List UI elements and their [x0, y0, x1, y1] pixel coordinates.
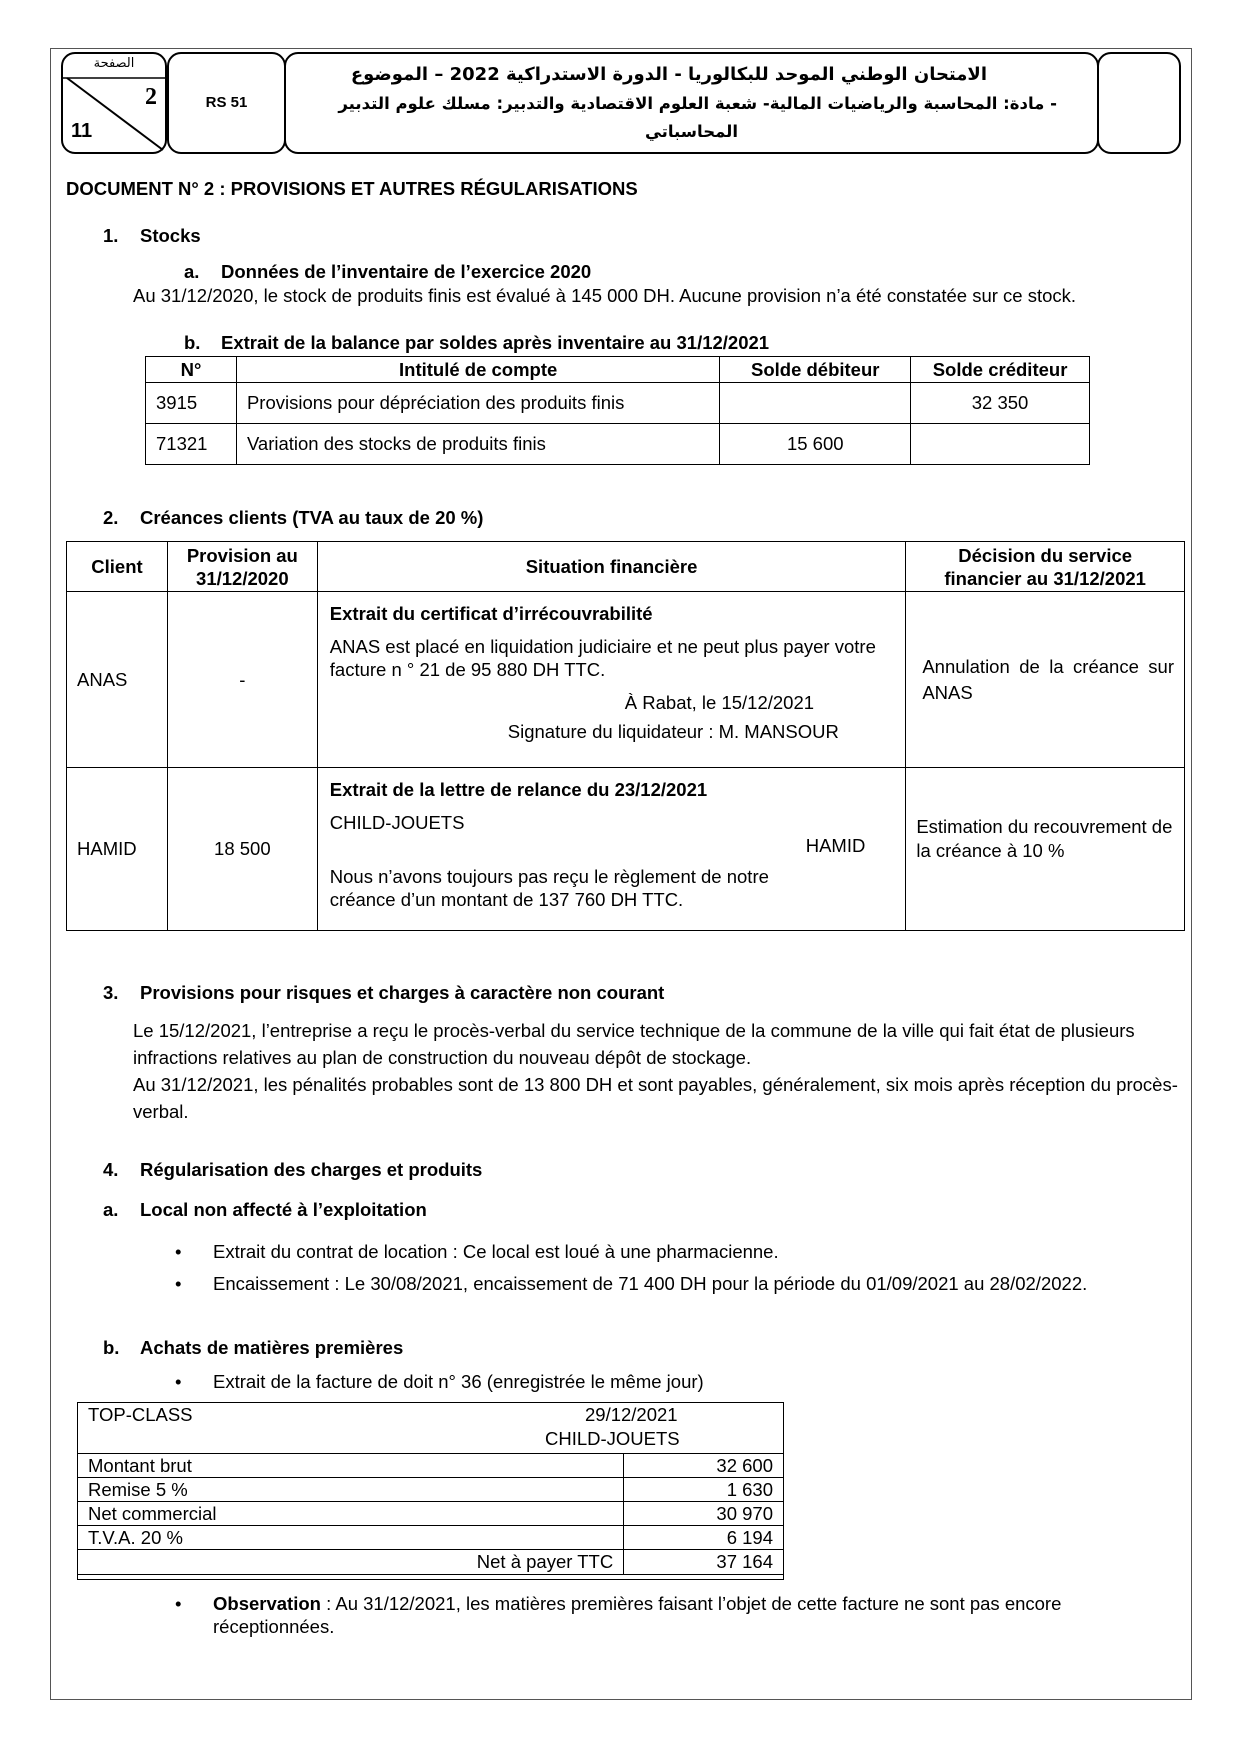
receivables-header-provision-l2: 31/12/2020 [196, 567, 289, 589]
account-label: Variation des stocks de produits finis [236, 424, 719, 465]
invoice-row-label: Montant brut [78, 1454, 624, 1478]
situation-text: Nous n’avons toujours pas reçu le règlement de notre créance d’un montant de 137 760 DH TTC. [329, 866, 769, 910]
table-row [67, 592, 1185, 768]
section-4a-title: Local non affecté à l’exploitation [140, 1199, 427, 1220]
table-row [78, 1502, 784, 1526]
account-credit [911, 424, 1090, 465]
account-number: 71321 [146, 424, 237, 465]
account-debit [720, 383, 911, 424]
table-row [67, 768, 1185, 931]
grade-box [1097, 52, 1181, 154]
page-total: 11 [71, 120, 93, 142]
receivables-header-decision-l2: financier au 31/12/2021 [944, 567, 1146, 589]
invoice-row-value: 32 600 [624, 1454, 784, 1478]
account-credit: 32 350 [911, 383, 1090, 424]
section-1b-number: b. [184, 332, 201, 353]
list-item: • Encaissement : Le 30/08/2021, encaissement de 71 400 DH pour la période du 01/09/2021 au 28/02/2022. [175, 1272, 1095, 1295]
section-3-paragraph-2: Au 31/12/2021, les pénalités probables sont de 13 800 DH et sont payables, généralement, six mois après réception du procès-verbal. [133, 1074, 1178, 1122]
invoice-date: 29/12/2021 [585, 1404, 678, 1425]
section-4a-list [175, 1240, 1095, 1295]
liquidator-signature: Signature du liquidateur : M. MANSOUR [507, 721, 839, 742]
client-provision: 18 500 [167, 768, 317, 931]
invoice [77, 1402, 784, 1580]
balance-header-credit: Solde créditeur [911, 357, 1090, 383]
receivables-header-decision-l1: Décision du service [958, 544, 1133, 566]
invoice-buyer: CHILD-JOUETS [545, 1428, 680, 1449]
invoice-table [77, 1453, 784, 1575]
section-4a-number: a. [103, 1199, 119, 1220]
table-row [78, 1526, 784, 1550]
exam-title-line3: المحاسباتي [644, 122, 739, 141]
code-box [167, 52, 286, 154]
table-row [146, 424, 1090, 465]
client-situation [317, 592, 906, 768]
list-item: • Extrait du contrat de location : Ce local est loué à une pharmacienne. [175, 1240, 1095, 1263]
invoice-total-value: 37 164 [624, 1550, 784, 1575]
section-4-title: Régularisation des charges et produits [140, 1159, 483, 1180]
table-row [78, 1478, 784, 1502]
exam-code: RS 51 [205, 94, 248, 111]
receivables-header-provision [167, 542, 317, 592]
document-title: DOCUMENT N° 2 : PROVISIONS ET AUTRES RÉGULARISATIONS [66, 178, 638, 199]
invoice-row-label: Net commercial [78, 1502, 624, 1526]
balance-header-debit: Solde débiteur [720, 357, 911, 383]
section-2-number: 2. [103, 507, 119, 528]
letter-recipient: HAMID [805, 835, 866, 856]
section-1-title: Stocks [140, 225, 201, 246]
receivables-header-client: Client [67, 542, 168, 592]
receivables-header-situation: Situation financière [317, 542, 906, 592]
title-box [284, 52, 1099, 154]
invoice-seller: TOP-CLASS [88, 1404, 193, 1425]
situation-title: Extrait de la lettre de relance du 23/12/2021 [329, 779, 708, 800]
client-decision: Annulation de la créance sur ANAS [906, 592, 1185, 768]
page-number-box [61, 52, 167, 154]
client-name: HAMID [67, 768, 168, 931]
section-1a-title: Données de l’inventaire de l’exercice 2020 [221, 261, 592, 282]
invoice-row-label: T.V.A. 20 % [78, 1526, 624, 1550]
page-label: الصفحة [93, 56, 135, 71]
observation-label: Observation [213, 1593, 321, 1614]
page-current: 2 [145, 84, 157, 110]
section-1a-text: Au 31/12/2020, le stock de produits finis est évalué à 145 000 DH. Aucune provision n’a été constatée sur ce stock. [133, 285, 1077, 306]
section-4b-title: Achats de matières premières [140, 1337, 404, 1358]
section-3-paragraph-1: Le 15/12/2021, l’entreprise a reçu le procès-verbal du service technique de la commune de la ville qui fait état de plusieurs infractions relatives au plan de construction du nouveau dépôt de stockage. [133, 1020, 1135, 1068]
invoice-row-value: 30 970 [624, 1502, 784, 1526]
observation-text: : Au 31/12/2021, les matières premières faisant l’objet de cette facture ne sont pas encore réceptionnées. [213, 1593, 1062, 1637]
list-item [175, 1592, 1170, 1638]
section-4-number: 4. [103, 1159, 119, 1180]
account-number: 3915 [146, 383, 237, 424]
exam-title-line2: - مادة: المحاسبة والرياضيات المالية- شعبة العلوم الاقتصادية والتدبير: مسلك علوم التدبير [338, 94, 1057, 113]
situation-title: Extrait du certificat d’irrécouvrabilité [329, 603, 653, 624]
situation-place-date: À Rabat, le 15/12/2021 [624, 692, 815, 713]
invoice-row-value: 1 630 [624, 1478, 784, 1502]
list-item: • Extrait de la facture de doit n° 36 (enregistrée le même jour) [175, 1371, 1075, 1393]
balance-header-label: Intitulé de compte [236, 357, 719, 383]
receivables-header-decision [906, 542, 1185, 592]
letter-sender: CHILD-JOUETS [329, 812, 465, 833]
receivables-table [66, 541, 1185, 931]
invoice-total-label: Net à payer TTC [78, 1550, 624, 1575]
section-2-title: Créances clients (TVA au taux de 20 %) [140, 507, 484, 528]
section-1b-title: Extrait de la balance par soldes après inventaire au 31/12/2021 [221, 332, 770, 353]
section-4b-list [175, 1371, 1075, 1393]
table-row [146, 383, 1090, 424]
exam-title-line1: الامتحان الوطني الموحد للبكالوريا - الدورة الاستدراكية 2022 – الموضوع [350, 64, 987, 85]
client-name: ANAS [67, 592, 168, 768]
observation-list [175, 1592, 1170, 1638]
section-1-number: 1. [103, 225, 119, 246]
situation-text: ANAS est placé en liquidation judiciaire et ne peut plus payer votre facture n ° 21 de 95 880 DH TTC. [329, 636, 876, 680]
client-provision: - [167, 592, 317, 768]
section-3-number: 3. [103, 982, 119, 1003]
balance-table [145, 356, 1090, 465]
balance-header-num: N° [146, 357, 237, 383]
table-row [78, 1454, 784, 1478]
table-row [78, 1550, 784, 1575]
account-debit: 15 600 [720, 424, 911, 465]
receivables-header-provision-l1: Provision au [186, 544, 298, 566]
invoice-row-label: Remise 5 % [78, 1478, 624, 1502]
section-3-title: Provisions pour risques et charges à caractère non courant [140, 982, 665, 1003]
client-situation [317, 768, 906, 931]
section-4b-number: b. [103, 1337, 120, 1358]
client-decision: Estimation du recouvrement de la créance à 10 % [906, 768, 1185, 931]
invoice-row-value: 6 194 [624, 1526, 784, 1550]
account-label: Provisions pour dépréciation des produits finis [236, 383, 719, 424]
section-1a-number: a. [184, 261, 200, 282]
